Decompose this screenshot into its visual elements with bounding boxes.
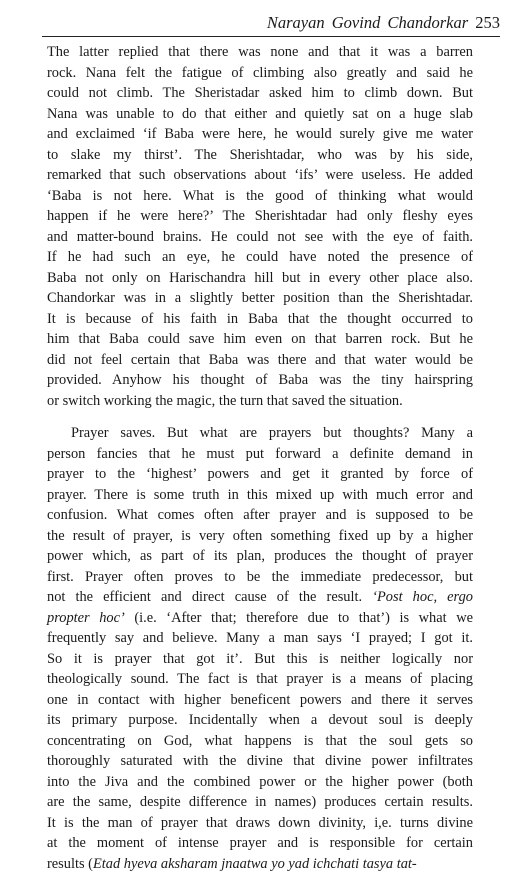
line-text: happen if he were here?’ The Sherishtadar had only fleshy eyes xyxy=(47,208,473,224)
text-line xyxy=(47,444,473,465)
text-line xyxy=(47,63,473,84)
line-text: thoroughly saturated with the divine that divine power infiltrates xyxy=(47,753,473,769)
text-line xyxy=(47,567,473,588)
line-text: the result of prayer, is very often something fixed up by a higher xyxy=(47,528,473,544)
line-text: Nana was unable to do that either and quietly sat on a huge slab xyxy=(47,106,473,122)
italic-text: ‘Post hoc, ergo xyxy=(372,589,473,605)
text-line xyxy=(47,391,473,412)
line-text: frequently say and believe. Many a man says ‘I prayed; I got it. xyxy=(47,630,473,646)
line-text: and exclaimed ‘if Baba were here, he would surely give me water xyxy=(47,126,473,142)
italic-text: propter hoc’ xyxy=(47,610,125,626)
line-text: him that Baba could save him even on that barren rock. But he xyxy=(47,331,473,347)
text-line xyxy=(47,587,473,608)
line-text: If he had such an eye, he could have noted the presence of xyxy=(47,249,473,265)
line-text: Baba not only on Harischandra hill but in every other place also. xyxy=(47,270,473,286)
line-text: Prayer saves. But what are prayers but thoughts? Many a xyxy=(71,425,473,441)
line-text: It is the man of prayer that draws down divinity, i,e. turns divine xyxy=(47,815,473,831)
paragraph xyxy=(47,423,473,874)
text-line xyxy=(47,710,473,731)
text-line xyxy=(47,268,473,289)
line-text: power which, as part of its plan, produces the thought of prayer xyxy=(47,548,473,564)
text-line xyxy=(47,309,473,330)
text-line xyxy=(47,145,473,166)
header-rule xyxy=(42,36,500,37)
text-line xyxy=(47,464,473,485)
italic-text: Etad hyeva aksharam jnaatwa yo yad ichchati tasya tat- xyxy=(93,856,417,872)
text-line xyxy=(47,329,473,350)
page-number: 253 xyxy=(475,13,500,32)
running-head xyxy=(42,12,500,34)
line-text: The latter replied that there was none and that it was a barren xyxy=(47,44,473,60)
line-text: confusion. What comes often after prayer and is supposed to be xyxy=(47,507,473,523)
line-text: ‘Baba is not here. What is the good of thinking what would xyxy=(47,188,473,204)
text-line xyxy=(47,227,473,248)
line-text: at the moment of intense prayer and is responsible for certain xyxy=(47,835,473,851)
text-line xyxy=(47,608,473,629)
line-text: remarked that such observations about ‘ifs’ were useless. He added xyxy=(47,167,473,183)
line-text: could not climb. The Sheristadar asked him to climb down. But xyxy=(47,85,473,101)
line-text: theologically sound. The fact is that prayer is a means of placing xyxy=(47,671,473,687)
text-line xyxy=(47,649,473,670)
text-line xyxy=(47,124,473,145)
line-text: its primary purpose. Incidentally when a devout soul is deeply xyxy=(47,712,473,728)
line-text: into the Jiva and the combined power or the higher power (both xyxy=(47,774,473,790)
text-line xyxy=(47,813,473,834)
text-line xyxy=(47,423,473,444)
line-text: results ( xyxy=(47,856,93,872)
line-text: prayer. There is some truth in this mixed up with much error and xyxy=(47,487,473,503)
text-line xyxy=(47,669,473,690)
text-line xyxy=(47,854,473,874)
line-text: So it is prayer that got it’. But this is neither logically nor xyxy=(47,651,473,667)
text-line xyxy=(47,485,473,506)
line-text: are the same, despite difference in names) produces certain results. xyxy=(47,794,473,810)
text-line xyxy=(47,833,473,854)
line-text: and matter-bound brains. He could not see with the eye of faith. xyxy=(47,229,473,245)
text-line xyxy=(47,186,473,207)
text-line xyxy=(47,628,473,649)
line-text: Chandorkar was in a slightly better position than the Sherishtadar. xyxy=(47,290,473,306)
line-text: person fancies that he must put forward a definite demand in xyxy=(47,446,473,462)
text-line xyxy=(47,690,473,711)
text-line xyxy=(47,288,473,309)
text-line xyxy=(47,350,473,371)
body-text xyxy=(47,42,473,874)
text-line xyxy=(47,104,473,125)
line-text: or switch working the magic, the turn that saved the situation. xyxy=(47,393,403,409)
text-line xyxy=(47,165,473,186)
line-text: one in contact with higher beneficent powers and there it serves xyxy=(47,692,473,708)
text-line xyxy=(47,83,473,104)
text-line xyxy=(47,731,473,752)
running-head-title: Narayan Govind Chandorkar xyxy=(267,13,468,32)
text-line xyxy=(47,370,473,391)
text-line xyxy=(47,546,473,567)
line-text: (i.e. ‘After that; therefore due to that’) is what we xyxy=(125,610,473,626)
text-line xyxy=(47,42,473,63)
line-text: concentrating on God, what happens is that the soul gets so xyxy=(47,733,473,749)
text-line xyxy=(47,792,473,813)
text-line xyxy=(47,505,473,526)
text-line xyxy=(47,247,473,268)
line-text: rock. Nana felt the fatigue of climbing also greatly and said he xyxy=(47,65,473,81)
line-text: did not feel certain that Baba was there and that water would be xyxy=(47,352,473,368)
line-text: provided. Anyhow his thought of Baba was the tiny hairspring xyxy=(47,372,473,388)
paragraph xyxy=(47,42,473,411)
text-line xyxy=(47,206,473,227)
text-line xyxy=(47,772,473,793)
line-text: first. Prayer often proves to be the immediate predecessor, but xyxy=(47,569,473,585)
paragraph-gap xyxy=(47,411,473,423)
line-text: to slake my thirst’. The Sherishtadar, who was by his side, xyxy=(47,147,473,163)
line-text: not the efficient and direct cause of the result. xyxy=(47,589,372,605)
line-text: It is because of his faith in Baba that the thought occurred to xyxy=(47,311,473,327)
text-line xyxy=(47,751,473,772)
line-text: prayer to the ‘highest’ powers and get it granted by force of xyxy=(47,466,473,482)
text-line xyxy=(47,526,473,547)
